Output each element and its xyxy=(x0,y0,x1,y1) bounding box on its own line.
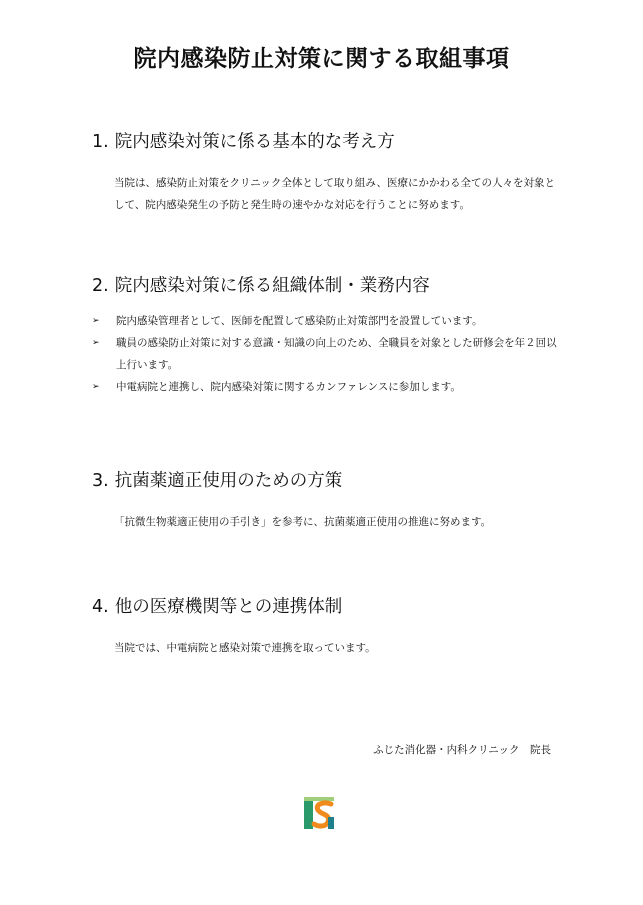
section-number: 1. xyxy=(92,132,109,152)
list-item xyxy=(92,376,562,398)
section-title: 抗菌薬適正使用のための方策 xyxy=(114,471,343,491)
section-heading xyxy=(92,130,562,154)
section-number: 4. xyxy=(92,597,109,617)
section-heading xyxy=(92,469,562,493)
section-number: 3. xyxy=(92,471,109,491)
clinic-logo-icon xyxy=(304,797,334,829)
section-number: 2. xyxy=(92,276,109,296)
section-cooperation xyxy=(92,595,562,659)
section-body: 当院は、感染防止対策をクリニック全体として取り組み、医療にかかわる全ての人々を対象として、院内感染発生の予防と発生時の速やかな対応を行うことに努めます。 xyxy=(114,177,555,211)
section-title: 院内感染対策に係る組織体制・業務内容 xyxy=(114,276,430,296)
list-item-text: 院内感染管理者として、医師を配置して感染防止対策部門を設置しています。 xyxy=(116,315,483,327)
arrow-bullet-icon: ➢ xyxy=(92,338,100,348)
section-heading xyxy=(92,595,562,619)
section-organization xyxy=(92,274,562,398)
section-basic-policy xyxy=(92,130,562,216)
section-body: 当院では、中電病院と感染対策で連携を取っています。 xyxy=(114,642,376,654)
section-heading xyxy=(92,274,562,298)
list-item xyxy=(92,332,562,376)
section-title: 院内感染対策に係る基本的な考え方 xyxy=(114,132,395,152)
list-item-text: 中電病院と連携し、院内感染対策に関するカンファレンスに参加します。 xyxy=(116,381,461,393)
signature: ふじた消化器・内科クリニック 院長 xyxy=(373,744,551,756)
bullet-list xyxy=(92,310,562,398)
section-body: 「抗微生物薬適正使用の手引き」を参考に、抗菌薬適正使用の推進に努めます。 xyxy=(114,516,492,528)
arrow-bullet-icon: ➢ xyxy=(92,382,100,392)
page-title: 院内感染防止対策に関する取組事項 xyxy=(133,46,510,72)
list-item-text: 職員の感染防止対策に対する意識・知識の向上のため、全職員を対象とした研修会を年２回以上行います。 xyxy=(116,337,557,371)
arrow-bullet-icon: ➢ xyxy=(92,316,100,326)
list-item xyxy=(92,310,562,332)
section-antibiotics xyxy=(92,469,562,533)
section-title: 他の医療機関等との連携体制 xyxy=(114,597,343,617)
